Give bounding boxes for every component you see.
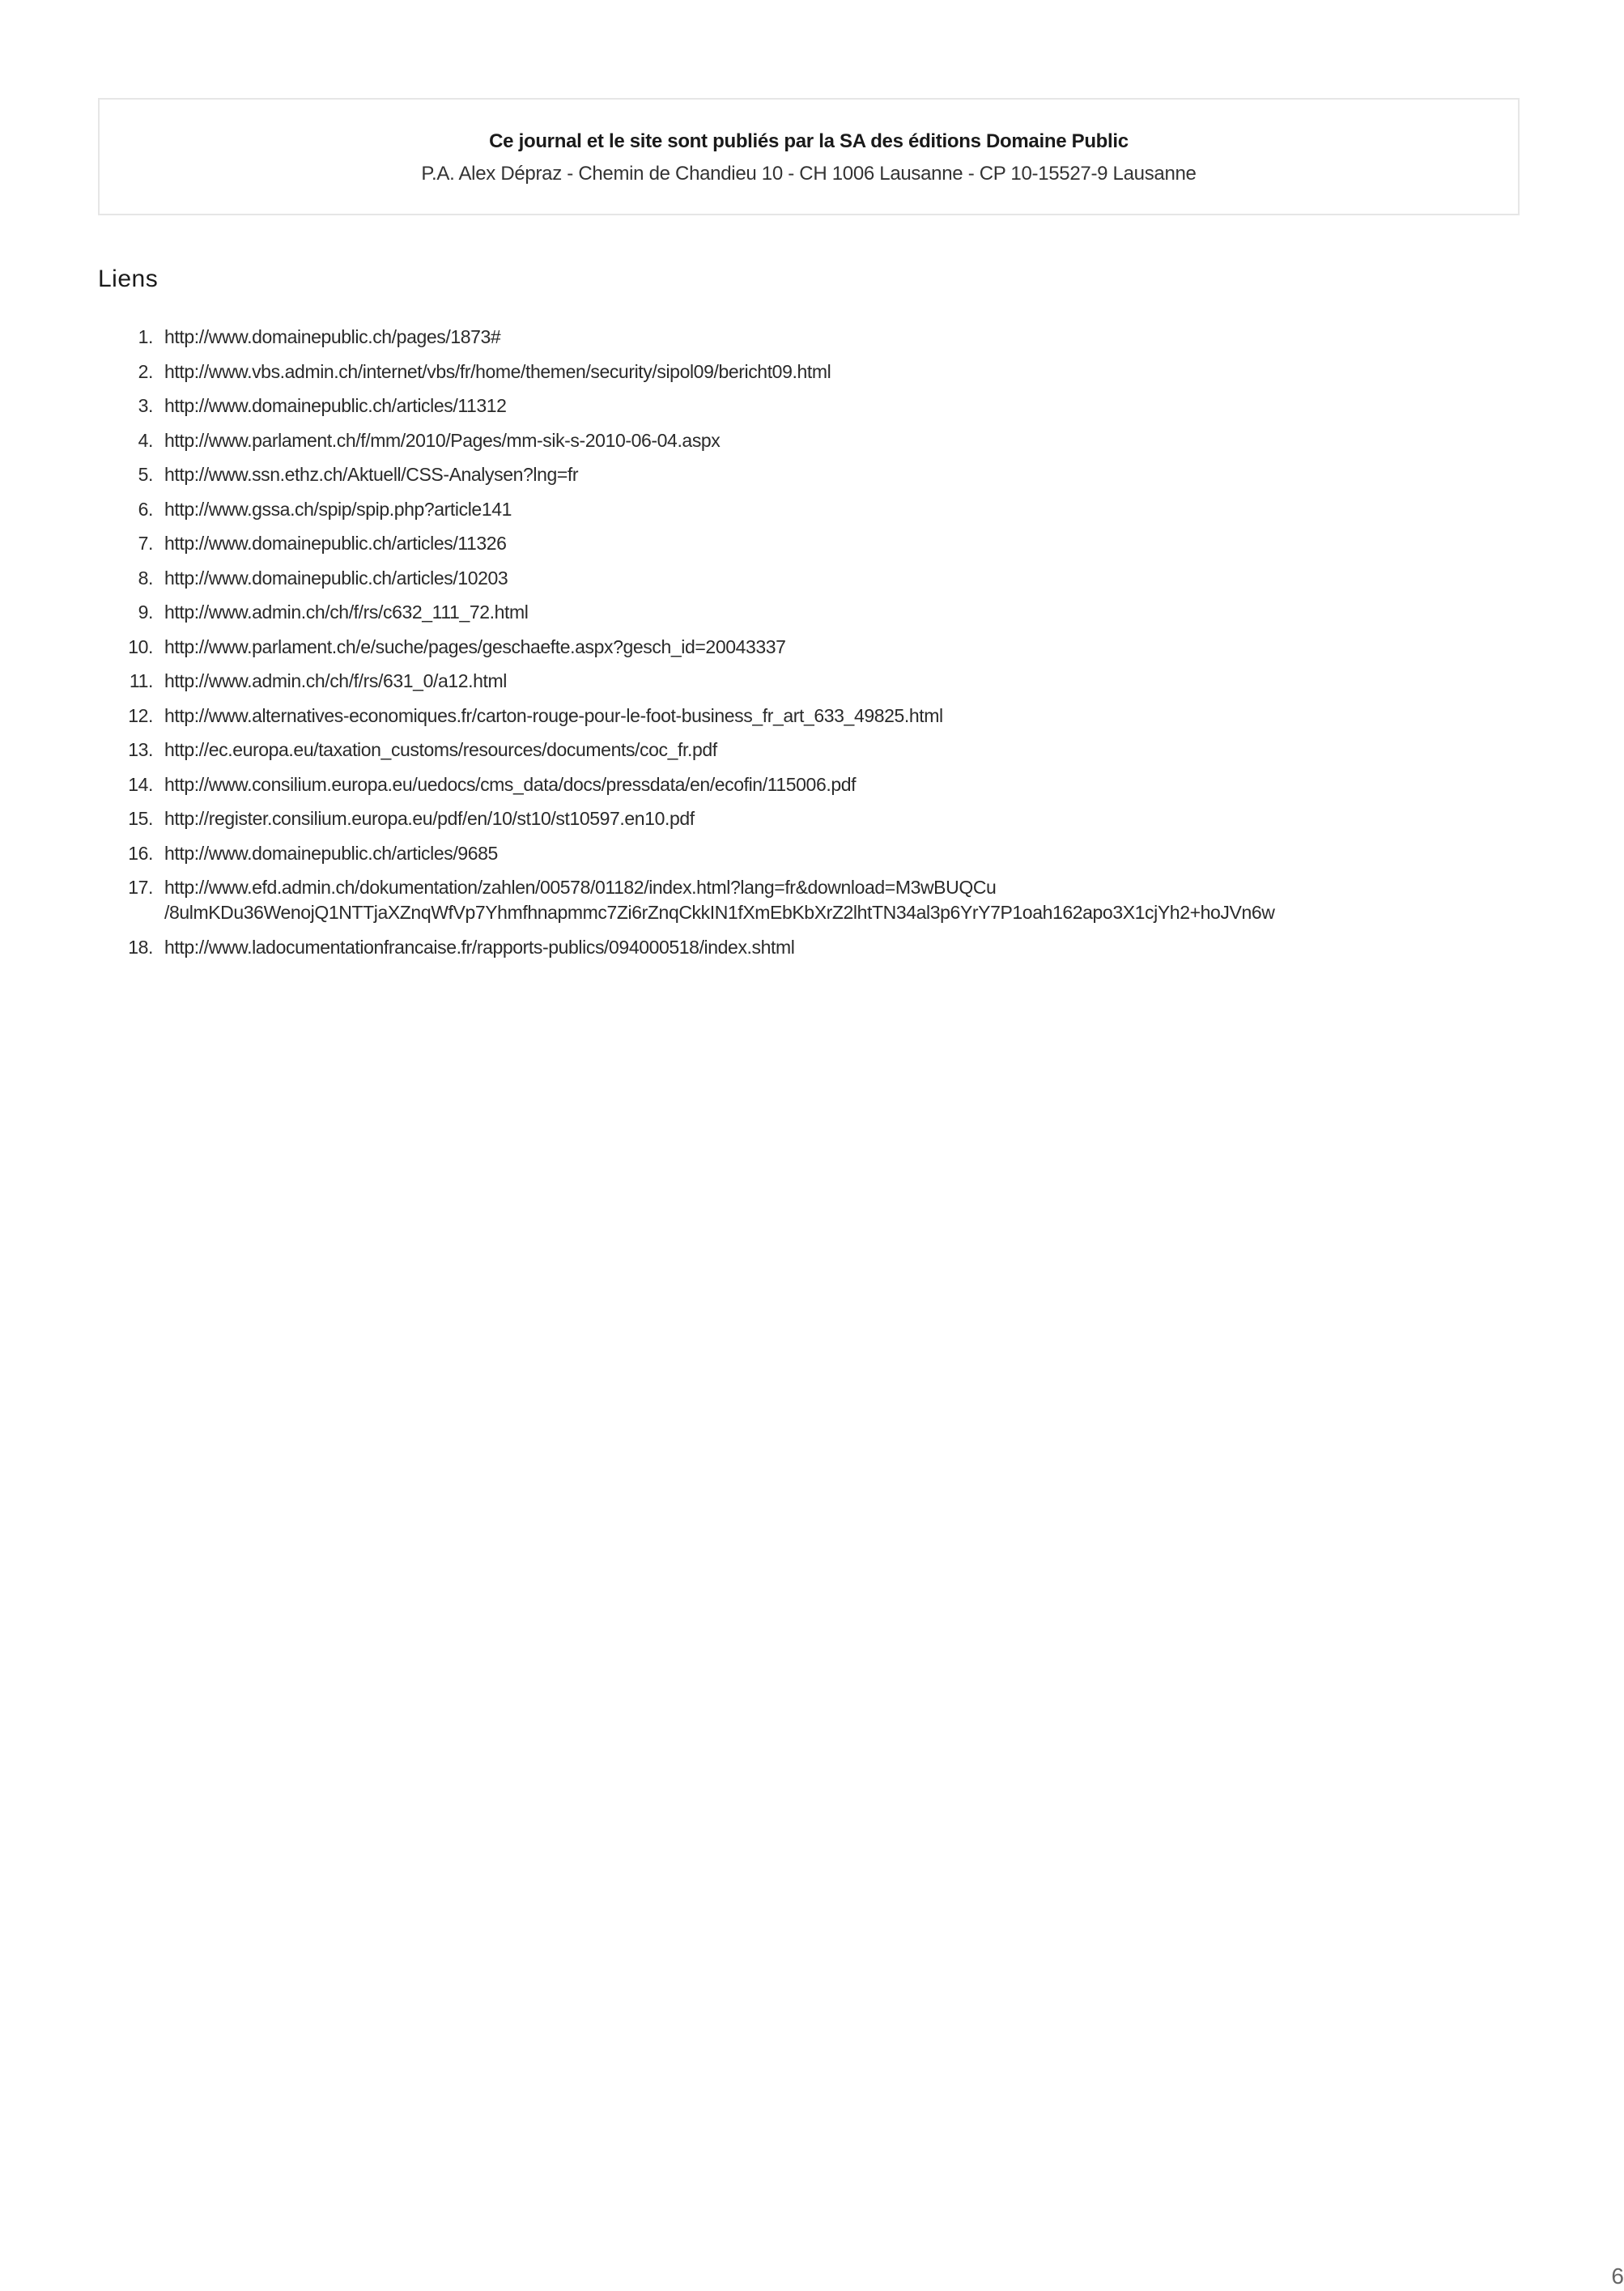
links-heading: Liens — [98, 266, 159, 292]
link-url[interactable]: http://www.parlament.ch/e/suche/pages/geschaefte.aspx?gesch_id=20043337 — [164, 635, 786, 657]
link-url[interactable]: http://www.domainepublic.ch/articles/11326 — [164, 533, 507, 554]
list-item-number: 13. — [128, 739, 153, 760]
link-url-line-2[interactable]: /8ulmKDu36WenojQ1NTTjaXZnqWfVp7Yhmfhnapmmc7Zi6rZnqCkkIN1fXmEbKbXrZ2lhtTN34al3p6YrY7P1oah162apo3X1cjYh2+hoJVn6w — [164, 902, 1275, 923]
list-item-number: 7. — [138, 533, 153, 554]
list-item — [98, 457, 1596, 492]
link-url[interactable]: http://www.domainepublic.ch/articles/11312 — [164, 395, 507, 416]
list-item — [98, 767, 1596, 802]
publisher-address: P.A. Alex Dépraz - Chemin de Chandieu 10 - CH 1006 Lausanne - CP 10-15527-9 Lausanne — [421, 163, 1197, 185]
list-item-number: 3. — [138, 395, 153, 416]
list-item — [98, 870, 1596, 930]
links-list — [98, 320, 1596, 965]
list-item — [98, 664, 1596, 699]
link-url[interactable]: http://ec.europa.eu/taxation_customs/resources/documents/coc_fr.pdf — [164, 739, 717, 760]
list-item-number: 14. — [128, 773, 153, 795]
list-item-number: 5. — [138, 464, 153, 485]
list-item-number: 2. — [138, 360, 153, 382]
list-item — [98, 801, 1596, 836]
list-item — [98, 355, 1596, 389]
link-url[interactable]: http://www.domainepublic.ch/pages/1873# — [164, 326, 501, 347]
list-item-number: 17. — [128, 877, 153, 898]
list-item-number: 6. — [138, 498, 153, 520]
link-url[interactable]: http://www.parlament.ch/f/mm/2010/Pages/mm-sik-s-2010-06-04.aspx — [164, 429, 721, 451]
link-url[interactable]: http://www.domainepublic.ch/articles/9685 — [164, 842, 498, 864]
link-url[interactable]: http://www.admin.ch/ch/f/rs/c632_111_72.html — [164, 601, 529, 623]
publisher-title: Ce journal et le site sont publiés par la SA des éditions Domaine Public — [489, 130, 1129, 152]
list-item — [98, 492, 1596, 527]
link-url[interactable]: http://www.ssn.ethz.ch/Aktuell/CSS-Analysen?lng=fr — [164, 464, 579, 485]
list-item-number: 8. — [138, 567, 153, 589]
link-url[interactable]: http://www.domainepublic.ch/articles/10203 — [164, 567, 508, 589]
list-item — [98, 595, 1596, 630]
publisher-box — [98, 98, 1520, 215]
list-item-number: 1. — [138, 326, 153, 347]
list-item — [98, 526, 1596, 561]
list-item — [98, 699, 1596, 733]
link-url[interactable]: http://www.ladocumentationfrancaise.fr/rapports-publics/094000518/index.shtml — [164, 937, 795, 958]
list-item — [98, 836, 1596, 871]
list-item — [98, 930, 1596, 965]
list-item-number: 10. — [128, 635, 153, 657]
list-item-number: 11. — [129, 670, 153, 691]
list-item-number: 12. — [128, 704, 153, 726]
link-url-line-1[interactable]: http://www.efd.admin.ch/dokumentation/zahlen/00578/01182/index.html?lang=fr&download=M3wBUQCu — [164, 877, 997, 898]
link-url[interactable]: http://www.admin.ch/ch/f/rs/631_0/a12.html — [164, 670, 507, 691]
link-url[interactable]: http://www.consilium.europa.eu/uedocs/cms_data/docs/pressdata/en/ecofin/115006.pdf — [164, 773, 857, 795]
list-item — [98, 630, 1596, 665]
list-item-number: 4. — [138, 429, 153, 451]
link-url[interactable]: http://www.vbs.admin.ch/internet/vbs/fr/home/themen/security/sipol09/bericht09.html — [164, 360, 831, 382]
link-url[interactable]: http://www.alternatives-economiques.fr/carton-rouge-pour-le-foot-business_fr_art_633_49825.html — [164, 704, 943, 726]
list-item — [98, 561, 1596, 596]
list-item-number: 15. — [128, 808, 153, 829]
list-item — [98, 733, 1596, 767]
list-item-number: 18. — [128, 937, 153, 958]
list-item-number: 16. — [128, 842, 153, 864]
list-item-number: 9. — [138, 601, 153, 623]
list-item — [98, 320, 1596, 355]
page-number: 6 — [1611, 2263, 1624, 2289]
link-url[interactable]: http://register.consilium.europa.eu/pdf/en/10/st10/st10597.en10.pdf — [164, 808, 695, 829]
link-url[interactable]: http://www.gssa.ch/spip/spip.php?article141 — [164, 498, 512, 520]
list-item — [98, 423, 1596, 458]
list-item — [98, 389, 1596, 423]
